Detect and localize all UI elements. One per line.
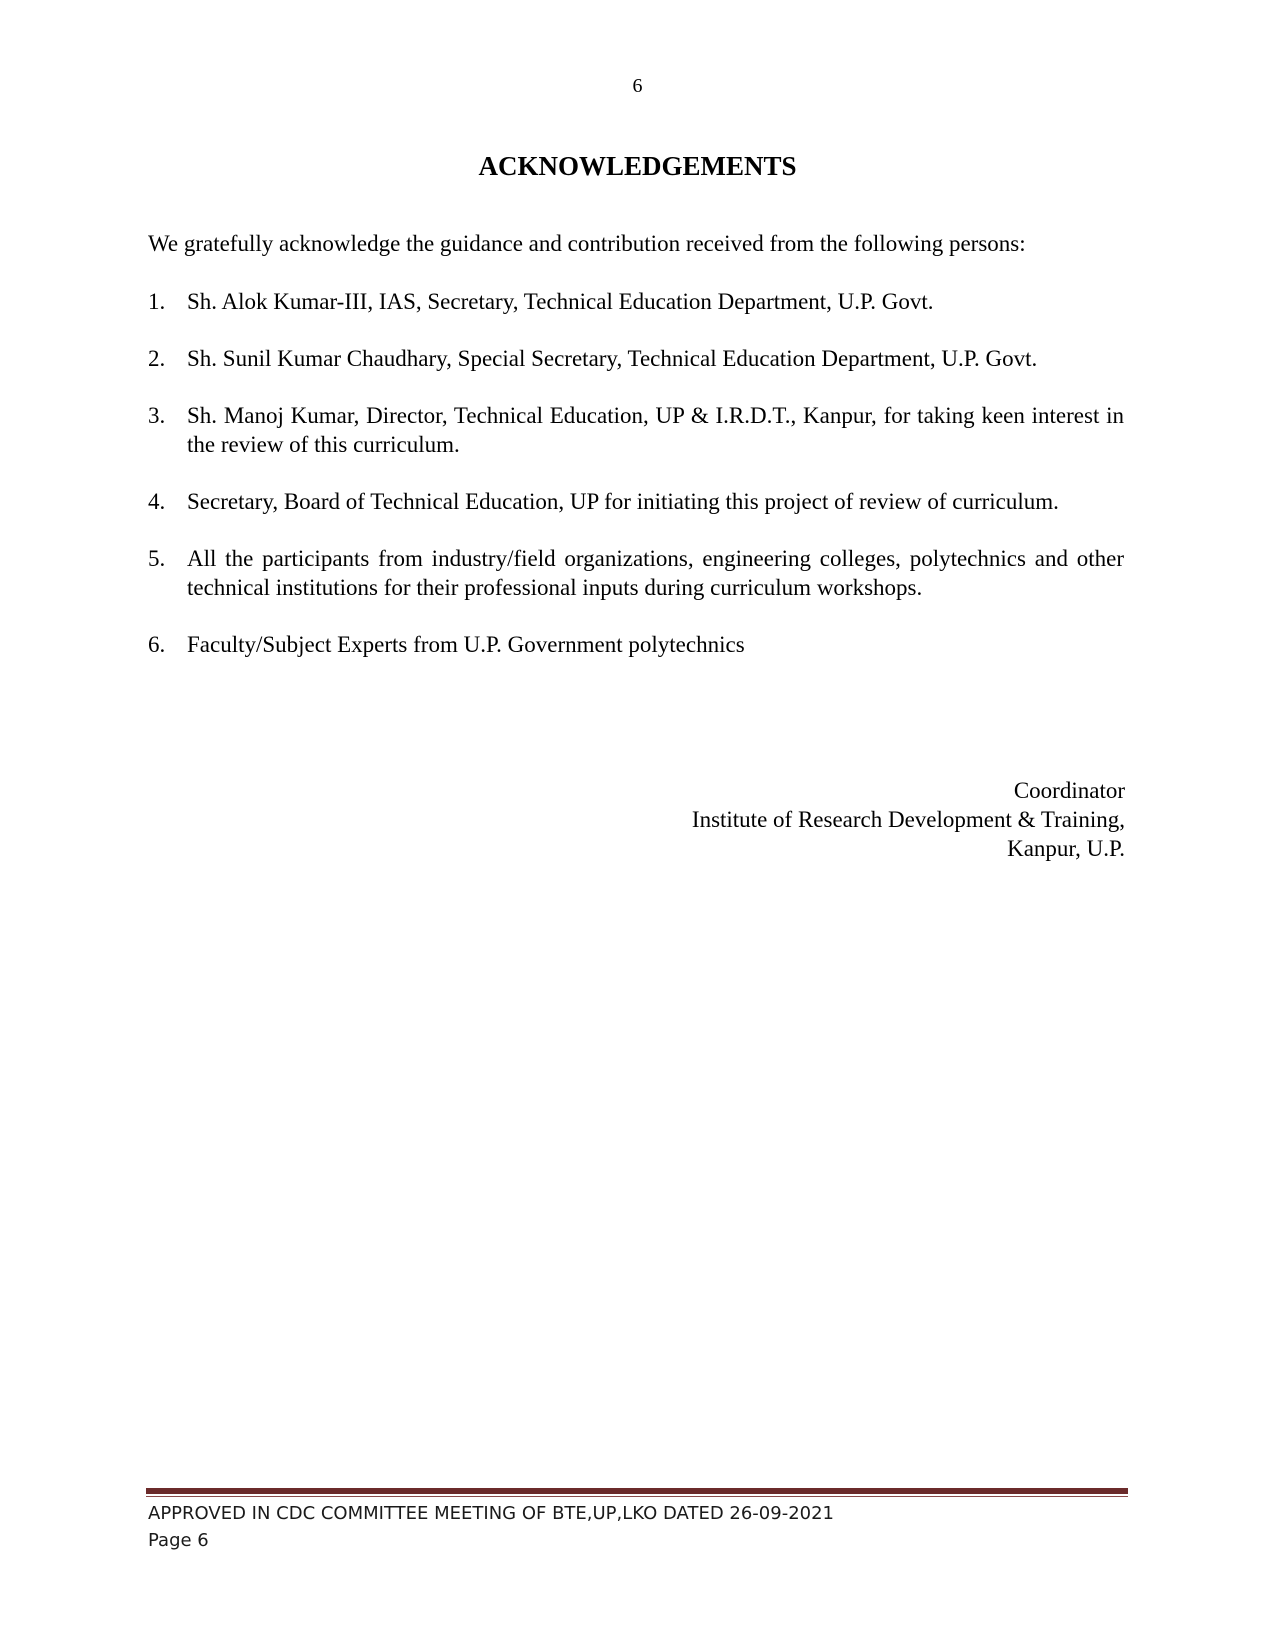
list-item-text: All the participants from industry/field organizations, engineering colleges, polytechnics and other technical institutions for their professional inputs during curriculum workshops.: [187, 546, 1124, 600]
list-item-number: 5.: [148, 546, 166, 571]
page-footer: [148, 1500, 834, 1554]
list-item-text: Faculty/Subject Experts from U.P. Government polytechnics: [187, 632, 745, 657]
footer-page-label: Page 6: [148, 1530, 209, 1551]
page-title: ACKNOWLEDGEMENTS: [478, 151, 797, 181]
list-item: [148, 344, 1124, 373]
list-item-text: Sh. Alok Kumar-III, IAS, Secretary, Technical Education Department, U.P. Govt.: [187, 289, 934, 314]
list-item-number: 2.: [148, 346, 166, 371]
signature-institute: Institute of Research Development & Training,: [691, 807, 1125, 832]
page-number: 6: [632, 75, 643, 97]
list-item: [148, 401, 1124, 459]
signature-location: Kanpur, U.P.: [1007, 836, 1125, 861]
list-item-text: Secretary, Board of Technical Education, UP for initiating this project of review of curriculum.: [187, 489, 1059, 514]
list-item: [148, 487, 1124, 516]
acknowledgement-list: [148, 287, 1124, 687]
list-item: [148, 287, 1124, 316]
list-item: [148, 630, 1124, 659]
intro-paragraph: We gratefully acknowledge the guidance and contribution received from the following persons:: [148, 231, 1026, 256]
list-item: [148, 544, 1124, 602]
signature-block: [692, 776, 1125, 863]
list-item-number: 4.: [148, 489, 166, 514]
list-item-number: 3.: [148, 403, 166, 428]
footer-divider-thin: [146, 1496, 1128, 1497]
list-item-text: Sh. Sunil Kumar Chaudhary, Special Secretary, Technical Education Department, U.P. Govt.: [187, 346, 1038, 371]
footer-divider: [146, 1488, 1128, 1494]
list-item-number: 1.: [148, 289, 166, 314]
list-item-number: 6.: [148, 632, 166, 657]
list-item-text: Sh. Manoj Kumar, Director, Technical Education, UP & I.R.D.T., Kanpur, for taking keen interest in the review of this curriculum.: [187, 403, 1124, 457]
footer-approval-text: APPROVED IN CDC COMMITTEE MEETING OF BTE,UP,LKO DATED 26-09-2021: [148, 1503, 835, 1524]
signature-title: Coordinator: [1013, 778, 1125, 803]
